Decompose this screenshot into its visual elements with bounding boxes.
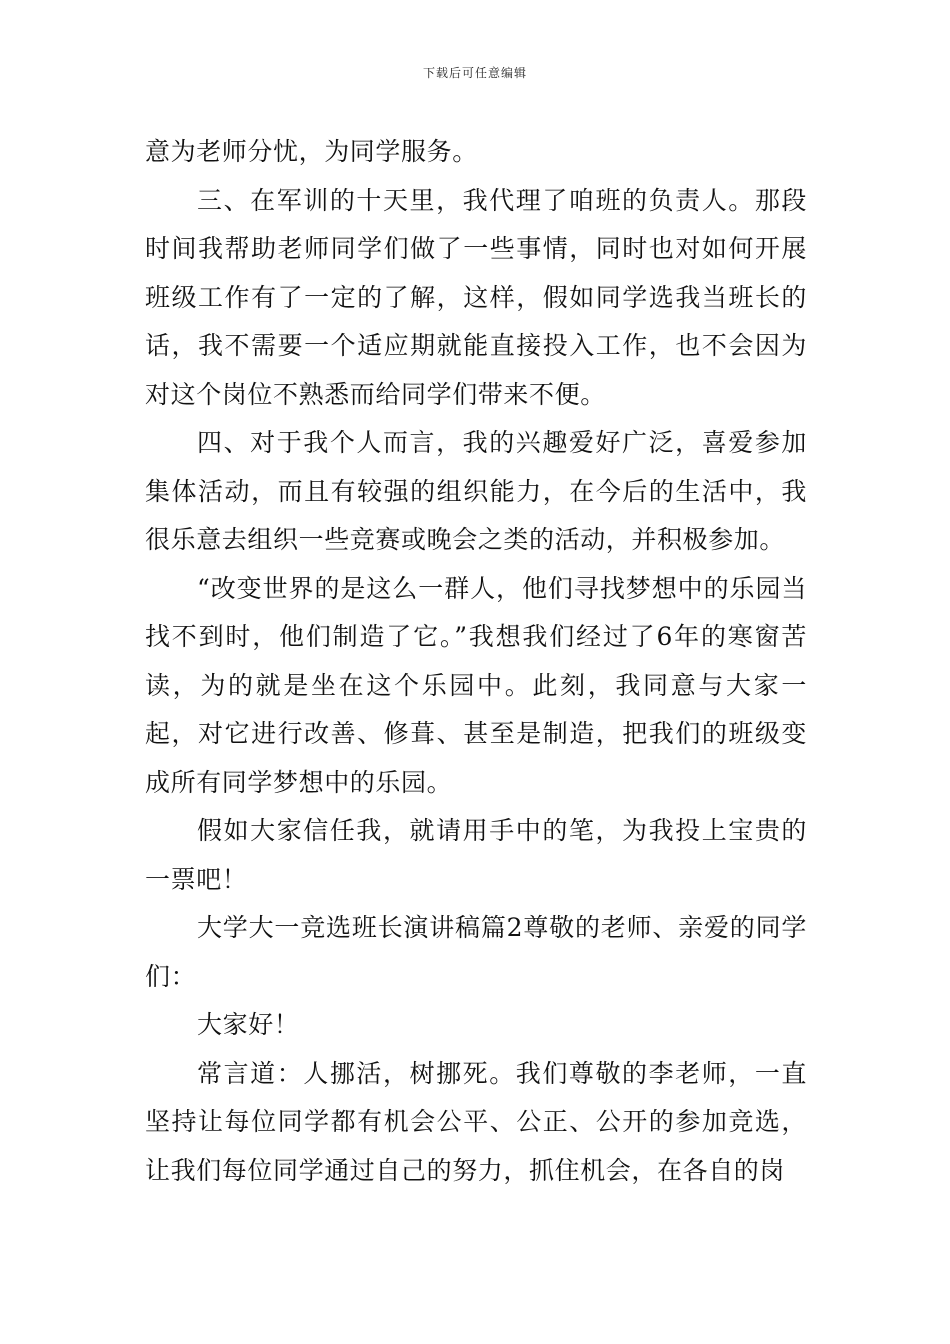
paragraph: 四、对于我个人而言，我的兴趣爱好广泛，喜爱参加集体活动，而且有较强的组织能力，在今后的生活中，我很乐意去组织一些竞赛或晚会之类的活动，并积极参加。 [145,428,807,554]
paragraph: 意为老师分忧，为同学服务。 [145,137,478,166]
page-header-note: 下载后可任意编辑 [422,66,527,80]
paragraph: 常言道：人挪活，树挪死。我们尊敬的李老师，一直坚持让每位同学都有机会公平、公正、公开的参加竞选，让我们每位同学通过自己的努力，抓住机会，在各自的岗 [145,1058,807,1185]
paragraph: 假如大家信任我，就请用手中的笔，为我投上宝贵的一票吧！ [145,816,807,894]
paragraph: “改变世界的是这么一群人，他们寻找梦想中的乐园当找不到时，他们制造了它。”我想我们经过了6年的寒窗苦读，为的就是坐在这个乐园中。此刻，我同意与大家一起，对它进行改善、修葺、甚至是制造，把我们的班级变成所有同学梦想中的乐园。 [145,573,807,797]
paragraph: 三、在军训的十天里，我代理了咱班的负责人。那段时间我帮助老师同学们做了一些事情，同时也对如何开展班级工作有了一定的了解，这样，假如同学选我当班长的话，我不需要一个适应期就能直接投入工作，也不会因为对这个岗位不熟悉而给同学们带来不便。 [145,185,807,409]
paragraph: 大学大一竞选班长演讲稿篇2尊敬的老师、亲爱的同学们： [145,913,807,991]
document-body [145,128,807,1195]
paragraph: 大家好！ [197,1010,300,1039]
